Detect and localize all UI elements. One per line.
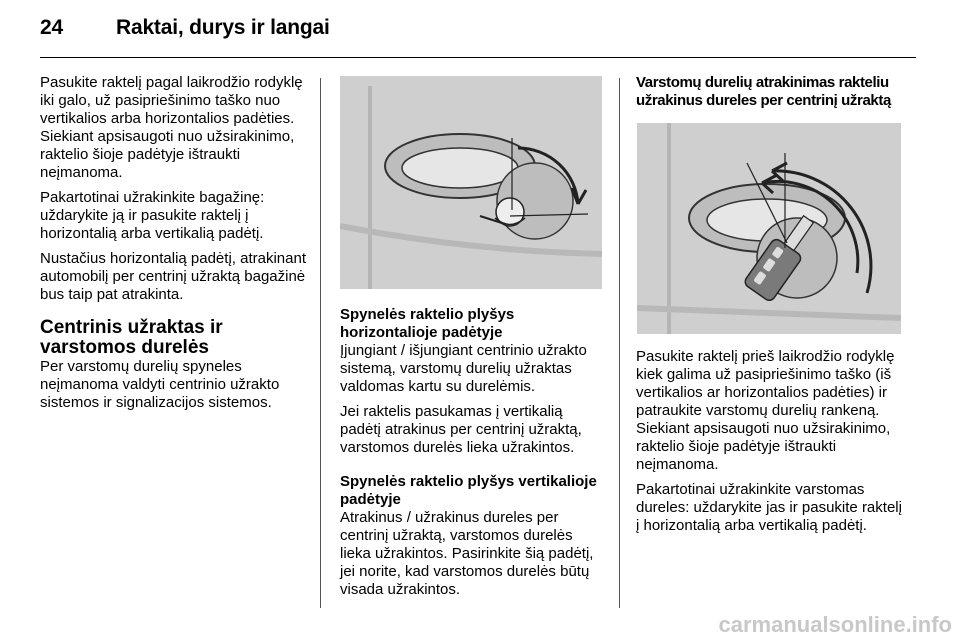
paragraph: Pasukite raktelį prieš laikrodžio rodyklę kiek galima už pasipriešinimo taško (iš vertikalios ar horizontalios padėties) ir patraukite varstomų durelių rankeną. Siekiant apsisaugoti nuo užsirakinimo, raktelio šioje padėtyje ištraukti neįmanoma. <box>636 348 895 473</box>
subheading: Spynelės raktelio plyšys horizontalioje padėtyje <box>340 306 515 341</box>
column-divider-1 <box>320 78 321 608</box>
paragraph: Įjungiant / išjungiant centrinio užrakto sistemą, varstomų durelių užraktas valdomas kartu su durelėmis. <box>340 342 587 395</box>
column-3-heading <box>636 74 904 110</box>
illustration-key-turn-counterclockwise <box>637 123 901 334</box>
watermark: carmanualsonline.info <box>718 612 952 637</box>
column-divider-2 <box>619 78 620 608</box>
paragraph: Atrakinus / užrakinus dureles per centrinį užraktą, varstomos durelės lieka užrakintos. Pasirinkite šią padėtį, jei norite, kad varstomos durelės būtų visada užrakintos. <box>340 509 594 598</box>
figure-key-counterclockwise <box>637 123 901 334</box>
subheading: Spynelės raktelio plyšys vertikalioje padėtyje <box>340 473 597 508</box>
column-1 <box>40 74 308 419</box>
paragraph: Nustačius horizontalią padėtį, atrakinant automobilį per centrinį užraktą bagažinė bus taip pat atrakinta. <box>40 250 306 303</box>
page-title: Raktai, durys ir langai <box>116 16 330 39</box>
paragraph: Pakartotinai užrakinkite bagažinę: uždarykite ją ir pasukite raktelį į horizontalią arba vertikalią padėtį. <box>40 189 265 242</box>
column-2 <box>340 306 604 606</box>
paragraph: Jei raktelis pasukamas į vertikalią padėtį atrakinus per centrinį užraktą, varstomos durelės lieka užrakintos. <box>340 403 582 456</box>
illustration-key-in-lock <box>340 76 602 289</box>
subheading: Varstomų durelių atrakinimas rakteliu užrakinus dureles per centrinį užraktą <box>636 74 891 109</box>
figure-lock-horizontal <box>340 76 602 289</box>
column-3 <box>636 348 904 542</box>
page-header <box>40 16 330 40</box>
paragraph: Pasukite raktelį pagal laikrodžio rodyklę iki galo, už pasipriešinimo taško nuo vertikalios arba horizontalios padėties. Siekiant apsisaugoti nuo užsirakinimo, raktelio šioje padėtyje ištraukti neįmanoma. <box>40 74 303 181</box>
paragraph: Per varstomų durelių spyneles neįmanoma valdyti centrinio užrakto sistemos ir signalizacijos sistemos. <box>40 358 280 411</box>
header-rule <box>40 57 916 58</box>
page-number: 24 <box>40 16 63 39</box>
section-heading: Centrinis užraktas ir varstomos durelės <box>40 317 223 358</box>
paragraph: Pakartotinai užrakinkite varstomas dureles: uždarykite jas ir pasukite raktelį į horizontalią arba vertikalią padėtį. <box>636 481 902 534</box>
